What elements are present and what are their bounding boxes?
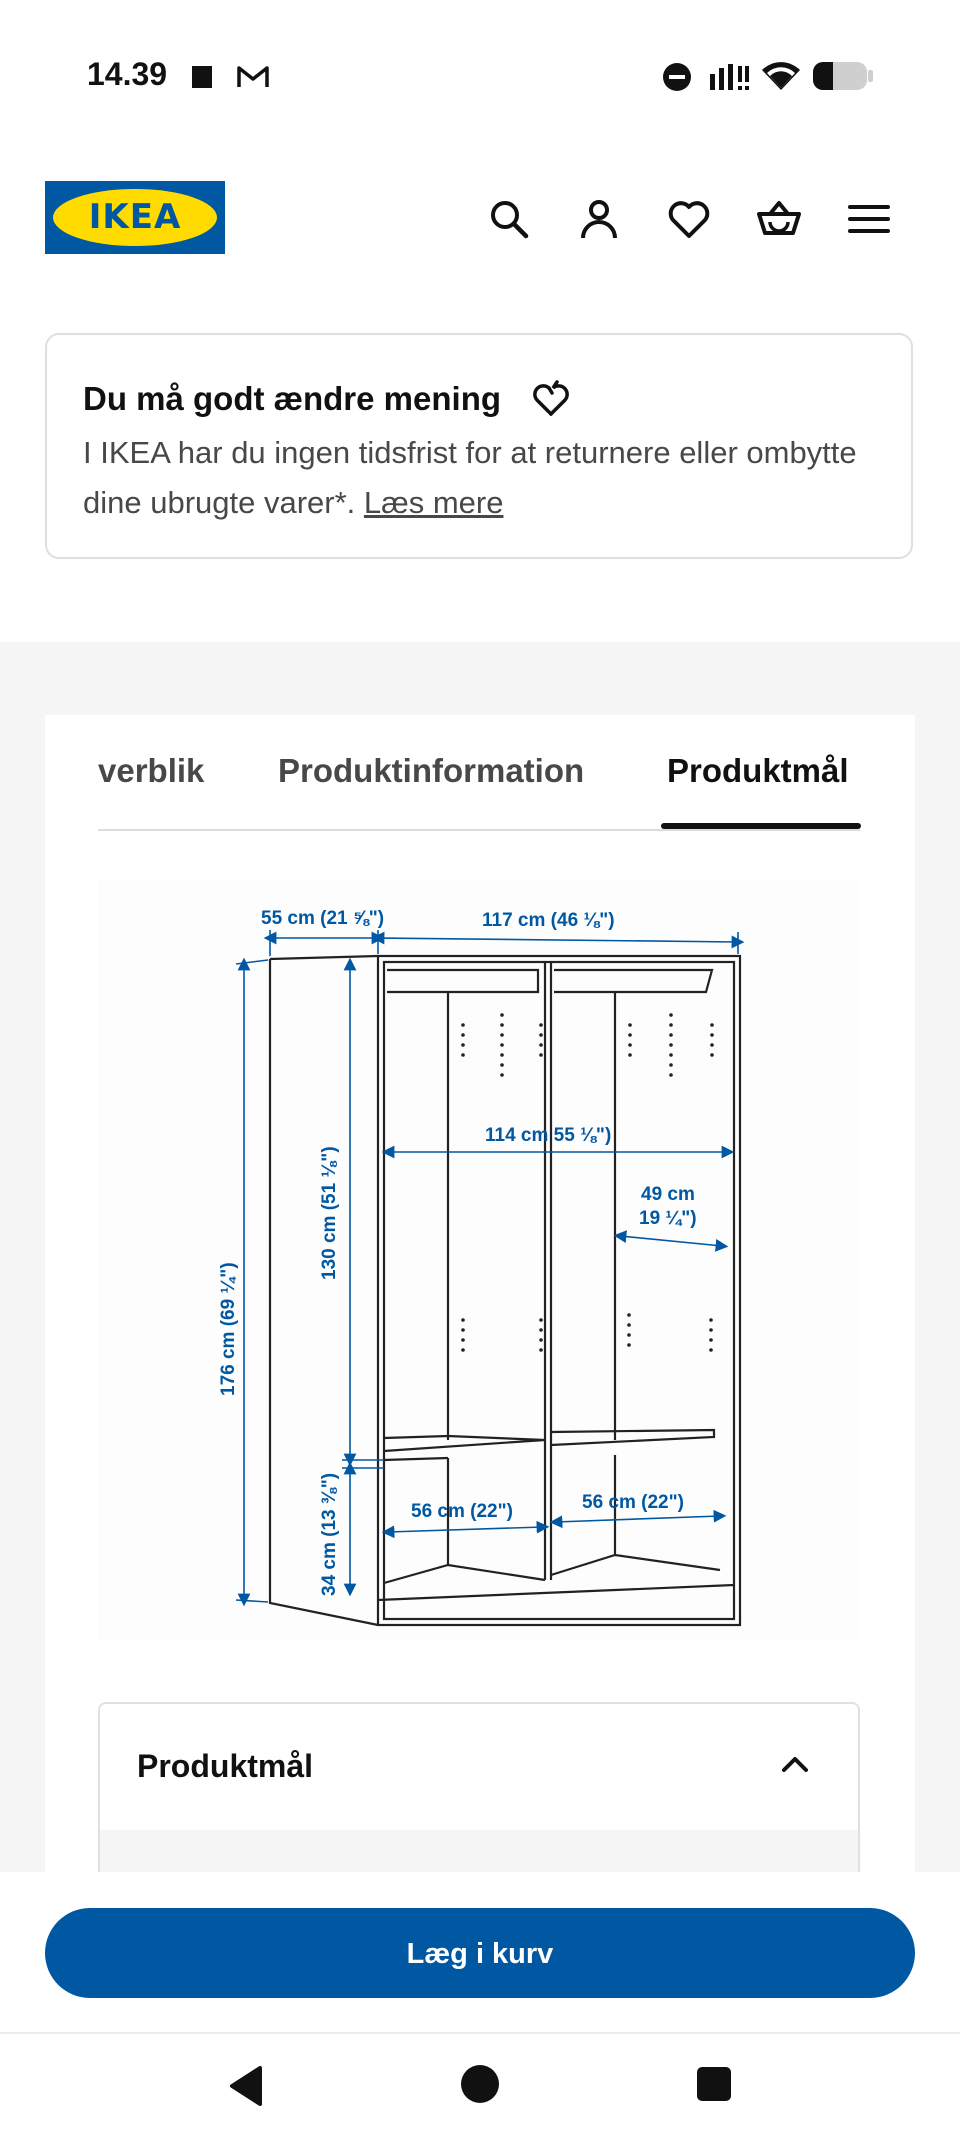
status-bar [0,0,960,150]
compartment-right-label: 56 cm (22") [582,1492,684,1513]
ikea-logo[interactable] [45,181,225,254]
read-more-link[interactable]: Læs mere [363,485,504,520]
signal-icon [708,62,750,92]
tab-overview[interactable]: verblik [98,752,205,789]
recents-icon[interactable] [696,2066,732,2102]
lower-height-label: 34 cm (13 ⅜") [319,1472,340,1596]
depth-label: 55 cm (21 ⅝") [261,908,385,929]
search-icon[interactable] [486,196,532,242]
wardrobe-drawing [98,880,860,1640]
total-height-label: 176 cm (69 ¼") [218,1262,239,1396]
logo-text: IKEA [88,197,182,237]
gmail-icon [236,64,270,90]
upper-height-label: 130 cm (51 ⅛") [319,1146,340,1280]
tab-product-dimensions[interactable]: Produktmål [667,752,849,789]
notification-app-icon [190,64,216,90]
dimension-diagram [98,880,860,1640]
add-to-cart-button[interactable]: Læg i kurv [45,1908,915,1998]
compartment-left-label: 56 cm (22") [411,1501,513,1522]
back-icon[interactable] [226,2064,266,2108]
home-icon[interactable] [460,2064,500,2104]
dimensions-accordion-title: Produktmål [137,1748,314,1784]
width-label: 117 cm (46 ⅛") [482,910,615,931]
system-nav-bar [0,2034,960,2142]
status-time: 14.39 [87,56,168,92]
tab-product-information[interactable]: Produktinformation [278,752,585,789]
inner-width-label: 114 cm 55 ⅛") [485,1125,612,1146]
dimensions-accordion [98,1702,860,1872]
do-not-disturb-icon [662,62,692,92]
wifi-icon [760,58,802,92]
shelf-depth-cm-label: 49 cm [641,1184,695,1205]
info-card-body: I IKEA har du ingen tidsfrist for at returnere eller ombytte dine ubrugte varer*. Læs mere [83,435,857,520]
account-icon[interactable] [576,196,622,242]
basket-icon[interactable] [756,196,802,242]
change-mind-heart-icon [530,378,572,418]
shelf-depth-in-label: 19 ¼") [639,1208,697,1229]
chevron-up-icon[interactable] [780,1752,810,1776]
tab-active-indicator [661,823,861,829]
menu-icon[interactable] [846,196,892,242]
heart-icon[interactable] [666,196,712,242]
battery-icon [812,60,874,92]
tab-divider [98,829,860,831]
info-card-title: Du må godt ændre mening [83,378,572,418]
